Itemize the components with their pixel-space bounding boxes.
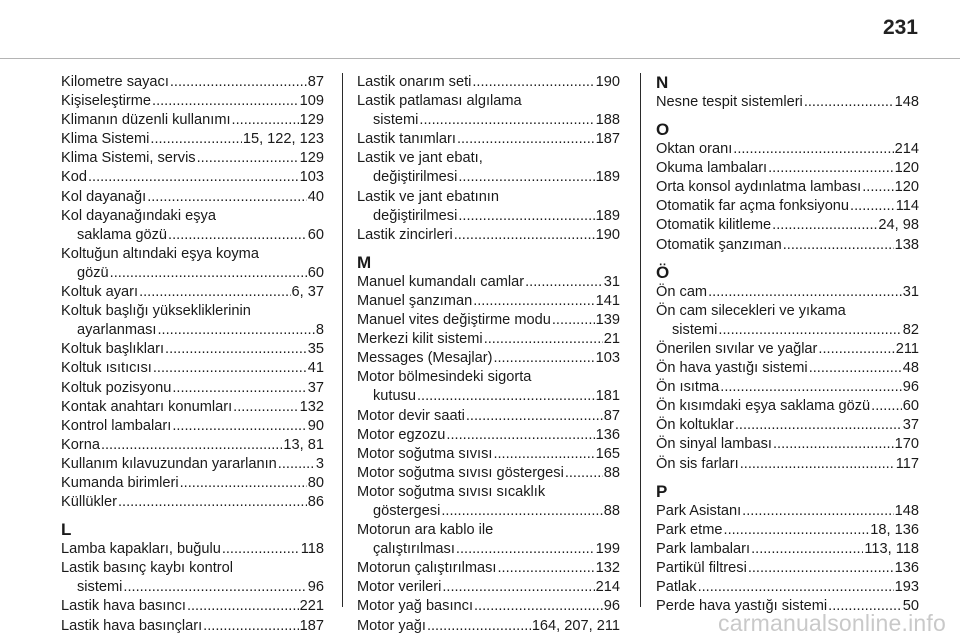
- dot-leader: [734, 416, 902, 435]
- dot-leader: [441, 578, 594, 597]
- index-entry-title: sistemi: [672, 321, 718, 338]
- index-heading-line: Motorun ara kablo ile: [357, 522, 494, 539]
- dot-leader: [808, 359, 902, 378]
- dot-leader: [465, 407, 603, 426]
- index-entry-pages: 129: [299, 150, 324, 167]
- index-entry-title: Önerilen sıvılar ve yağlar: [656, 340, 818, 357]
- dot-leader: [149, 130, 241, 149]
- index-entry-pages: 60: [902, 398, 919, 415]
- index-entry-pages: 120: [894, 179, 919, 196]
- index-heading-line: Lastik ve jant ebatının: [357, 188, 499, 205]
- dot-leader: [747, 559, 894, 578]
- dot-leader: [221, 540, 300, 559]
- index-entry-title: Motor soğutma sıvısı: [357, 445, 493, 462]
- index-entry-title: Park lambaları: [656, 540, 751, 557]
- dot-leader: [767, 159, 894, 178]
- index-entry-pages: 18, 136: [870, 521, 919, 538]
- section-letter: Ö: [656, 262, 670, 282]
- index-entry: [61, 73, 324, 92]
- index-entry-title: ayarlanması: [77, 322, 157, 339]
- index-entry-pages: 139: [595, 312, 620, 329]
- index-entry: [656, 283, 919, 302]
- index-entry: [357, 168, 620, 187]
- index-entry: [656, 435, 919, 454]
- dot-leader: [122, 578, 306, 597]
- index-entry-title: Lamba kapakları, buğulu: [61, 541, 221, 558]
- index-entry: [656, 455, 919, 474]
- index-entry-title: Koltuk ayarı: [61, 284, 139, 301]
- index-heading-line: Ön cam silecekleri ve yıkama: [656, 302, 846, 319]
- index-entry: [357, 540, 620, 559]
- index-entry-pages: 114: [895, 198, 919, 215]
- index-entry-title: göstergesi: [373, 502, 441, 519]
- index-entry: [61, 226, 324, 245]
- index-entry-title: Ön sis farları: [656, 455, 739, 472]
- index-entry: [357, 349, 620, 368]
- index-entry-pages: 193: [894, 578, 919, 595]
- index-entry-title: Motor verileri: [357, 579, 442, 596]
- index-entry: [656, 559, 919, 578]
- index-entry-pages: 37: [902, 417, 919, 434]
- index-entry-title: çalıştırılması: [373, 541, 455, 558]
- dot-leader: [472, 292, 594, 311]
- index-entry-pages: 96: [902, 379, 919, 396]
- index-entry-pages: 187: [299, 617, 324, 634]
- index-heading-line: Koltuk başlığı yüksekliklerinin: [61, 303, 251, 320]
- index-entry: [656, 397, 919, 416]
- dot-leader: [719, 378, 902, 397]
- index-entry-pages: 60: [307, 226, 324, 243]
- index-entry-title: Kontrol lambaları: [61, 417, 172, 434]
- index-entry-title: Klimanın düzenli kullanımı: [61, 112, 231, 129]
- index-entry: [61, 111, 324, 130]
- dot-leader: [782, 236, 894, 255]
- index-entry-title: Motorun çalıştırılması: [357, 560, 497, 577]
- index-entry-title: gözü: [77, 264, 109, 281]
- index-entry: [61, 188, 324, 207]
- index-entry-title: Korna: [61, 436, 100, 453]
- index-entry-title: Koltuk ısıtıcısı: [61, 360, 152, 377]
- index-entry-title: Ön cam: [656, 283, 708, 300]
- index-entry-title: Park Asistanı: [656, 502, 742, 519]
- index-entry-title: Ön ısıtma: [656, 379, 720, 396]
- index-heading-line: Motor bölmesindeki sigorta: [357, 369, 532, 386]
- dot-leader: [817, 340, 894, 359]
- index-entry-pages: 141: [595, 292, 620, 309]
- dot-leader: [231, 111, 299, 130]
- index-entry-pages: 90: [307, 417, 324, 434]
- dot-leader: [564, 464, 603, 483]
- index-entry: [357, 559, 620, 578]
- index-entry: [357, 207, 620, 226]
- dot-leader: [418, 111, 594, 130]
- dot-leader: [723, 521, 870, 540]
- index-entry-title: Partikül filtresi: [656, 559, 747, 576]
- dot-leader: [861, 178, 893, 197]
- index-entry-pages: 50: [902, 598, 919, 615]
- dot-leader: [492, 445, 594, 464]
- index-entry-title: Park etme: [656, 521, 723, 538]
- index-entry: [61, 149, 324, 168]
- dot-leader: [717, 321, 901, 340]
- index-entry: [656, 140, 919, 159]
- index-entry-pages: 132: [299, 398, 324, 415]
- dot-leader: [524, 273, 603, 292]
- dot-leader: [772, 435, 894, 454]
- index-entry-title: Otomatik kilitleme: [656, 217, 772, 234]
- index-entry-pages: 103: [595, 350, 620, 367]
- index-entry: [357, 111, 620, 130]
- index-heading-line: Koltuğun altındaki eşya koyma: [61, 245, 259, 262]
- index-entry-pages: 190: [595, 226, 620, 243]
- index-entry: [61, 436, 324, 455]
- index-entry: [61, 92, 324, 111]
- index-entry: [357, 407, 620, 426]
- index-entry-pages: 8: [315, 322, 324, 339]
- index-entry: [357, 311, 620, 330]
- index-entry-pages: 88: [603, 502, 620, 519]
- dot-leader: [151, 92, 299, 111]
- dot-leader: [455, 540, 595, 559]
- dot-leader: [870, 397, 902, 416]
- index-entry: [656, 93, 919, 112]
- index-entry: [656, 416, 919, 435]
- index-entry-title: saklama gözü: [77, 226, 168, 243]
- index-entry-pages: 41: [307, 360, 324, 377]
- index-entry-pages: 48: [902, 360, 919, 377]
- dot-leader: [171, 417, 306, 436]
- index-entry-title: Oktan oranı: [656, 141, 733, 158]
- index-entry-pages: 21: [603, 331, 620, 348]
- dot-leader: [445, 426, 594, 445]
- dot-leader: [202, 617, 298, 636]
- dot-leader: [100, 436, 282, 455]
- dot-leader: [164, 340, 307, 359]
- index-column-3: [656, 73, 919, 616]
- index-entry-pages: 103: [299, 169, 324, 186]
- index-entry: [656, 216, 919, 235]
- index-entry: [61, 474, 324, 493]
- dot-leader: [186, 597, 299, 616]
- dot-leader: [171, 379, 306, 398]
- section-letter: O: [656, 120, 670, 140]
- index-entry-title: Klima Sistemi: [61, 131, 150, 148]
- dot-leader: [196, 149, 299, 168]
- index-entry-title: Motor egzozu: [357, 426, 446, 443]
- dot-leader: [739, 455, 895, 474]
- index-entry-pages: 189: [595, 169, 620, 186]
- index-entry: [357, 273, 620, 292]
- dot-leader: [87, 168, 299, 187]
- index-entry-title: Perde hava yastığı sistemi: [656, 598, 828, 615]
- dot-leader: [232, 398, 298, 417]
- index-entry: [656, 236, 919, 255]
- index-entry-pages: 31: [603, 273, 620, 290]
- index-entry: [61, 130, 324, 149]
- dot-leader: [732, 140, 893, 159]
- index-entry-title: Motor devir saati: [357, 407, 465, 424]
- index-entry-title: Manuel kumandalı camlar: [357, 273, 525, 290]
- index-entry: [61, 379, 324, 398]
- index-entry-pages: 214: [894, 141, 919, 158]
- index-entry-title: Orta konsol aydınlatma lambası: [656, 179, 862, 196]
- index-entry: [61, 398, 324, 417]
- index-entry-pages: 120: [894, 160, 919, 177]
- index-entry: [357, 597, 620, 616]
- index-entry-pages: 15, 122, 123: [242, 131, 324, 148]
- dot-leader: [771, 216, 877, 235]
- index-entry-pages: 148: [894, 502, 919, 519]
- index-entry: [61, 540, 324, 559]
- index-entry-pages: 188: [595, 112, 620, 129]
- index-entry-pages: 136: [894, 559, 919, 576]
- index-entry-pages: 165: [595, 445, 620, 462]
- index-entry: [357, 130, 620, 149]
- index-entry-title: Nesne tespit sistemleri: [656, 94, 803, 110]
- index-entry-pages: 13, 81: [283, 436, 324, 453]
- index-heading-line: Lastik basınç kaybı kontrol: [61, 560, 233, 577]
- index-entry-title: Merkezi kilit sistemi: [357, 331, 483, 348]
- index-heading-line: Lastik patlaması algılama: [357, 93, 522, 110]
- watermark: carmanualsonline.info: [718, 610, 946, 636]
- index-entry-title: Lastik zincirleri: [357, 226, 453, 243]
- index-entry: [357, 445, 620, 464]
- index-entry-pages: 6, 37: [291, 284, 324, 301]
- index-entry-pages: 189: [595, 207, 620, 224]
- index-entry: [357, 292, 620, 311]
- index-entry-title: Kumanda birimleri: [61, 474, 179, 491]
- dot-leader: [416, 387, 595, 406]
- dot-leader: [741, 502, 893, 521]
- index-entry-title: Kol dayanağı: [61, 188, 147, 205]
- index-entry: [357, 387, 620, 406]
- index-entry-title: Kişiseleştirme: [61, 93, 152, 110]
- index-entry-title: kutusu: [373, 388, 416, 405]
- index-entry-pages: 82: [902, 321, 919, 338]
- index-entry-pages: 87: [307, 74, 324, 90]
- dot-leader: [440, 502, 602, 521]
- index-entry: [61, 493, 324, 512]
- index-entry-title: Otomatik şanzıman: [656, 236, 782, 253]
- index-entry: [61, 455, 324, 474]
- index-entry-pages: 148: [894, 94, 919, 110]
- index-entry-title: sistemi: [77, 579, 123, 596]
- index-entry: [656, 159, 919, 178]
- index-entry: [61, 417, 324, 436]
- index-column-1: [61, 73, 324, 636]
- index-entry-pages: 129: [299, 112, 324, 129]
- index-entry: [61, 340, 324, 359]
- index-entry: [61, 264, 324, 283]
- index-entry-title: Messages (Mesajlar): [357, 350, 493, 367]
- index-entry-title: Manuel şanzıman: [357, 292, 473, 309]
- index-entry-title: Klima Sistemi, servis: [61, 150, 196, 167]
- index-entry-pages: 118: [300, 541, 324, 558]
- index-entry-pages: 181: [595, 388, 620, 405]
- index-entry-pages: 221: [299, 598, 324, 615]
- header-rule: [0, 58, 960, 59]
- index-entry-pages: 211: [895, 340, 919, 357]
- dot-leader: [169, 73, 307, 92]
- dot-leader: [457, 168, 594, 187]
- index-entry-pages: 31: [902, 283, 919, 300]
- index-entry-title: Koltuk başlıkları: [61, 341, 165, 358]
- index-entry-title: Motor yağ basıncı: [357, 598, 473, 615]
- index-entry-pages: 190: [595, 74, 620, 90]
- dot-leader: [453, 226, 595, 245]
- index-entry-pages: 199: [595, 541, 620, 558]
- index-entry-pages: 3: [315, 455, 324, 472]
- index-entry: [61, 283, 324, 302]
- section-letter: L: [61, 520, 72, 540]
- index-entry: [656, 540, 919, 559]
- index-entry-title: Lastik onarım seti: [357, 74, 472, 90]
- index-entry-pages: 214: [595, 579, 620, 596]
- dot-leader: [551, 311, 595, 330]
- dot-leader: [457, 207, 594, 226]
- dot-leader: [750, 540, 863, 559]
- index-entry-pages: 170: [894, 436, 919, 453]
- index-entry-pages: 87: [603, 407, 620, 424]
- index-entry-pages: 35: [307, 341, 324, 358]
- index-entry-pages: 96: [307, 579, 324, 596]
- index-entry-title: Lastik hava basıncı: [61, 598, 186, 615]
- dot-leader: [697, 578, 894, 597]
- index-entry-pages: 113, 118: [864, 540, 919, 557]
- index-entry-pages: 24, 98: [878, 217, 919, 234]
- index-entry: [357, 578, 620, 597]
- index-entry-title: Kilometre sayacı: [61, 74, 169, 90]
- index-entry: [656, 340, 919, 359]
- index-entry-title: Ön sinyal lambası: [656, 436, 772, 453]
- index-entry-title: Manuel vites değiştirme modu: [357, 312, 551, 329]
- index-entry-title: değiştirilmesi: [373, 169, 458, 186]
- dot-leader: [471, 73, 594, 92]
- index-entry-title: Ön kısımdaki eşya saklama gözü: [656, 398, 871, 415]
- index-entry: [61, 617, 324, 636]
- index-heading-line: Motor soğutma sıvısı sıcaklık: [357, 483, 546, 500]
- index-column-2: [357, 73, 620, 636]
- dot-leader: [179, 474, 307, 493]
- dot-leader: [803, 93, 894, 112]
- dot-leader: [426, 617, 531, 636]
- index-entry-pages: 187: [595, 131, 620, 148]
- index-entry-title: Küllükler: [61, 494, 117, 511]
- index-entry: [61, 168, 324, 187]
- index-entry: [61, 321, 324, 340]
- index-entry-pages: 40: [307, 188, 324, 205]
- dot-leader: [456, 130, 595, 149]
- index-entry: [656, 197, 919, 216]
- column-divider-2: [640, 73, 641, 607]
- dot-leader: [497, 559, 595, 578]
- index-entry-title: Motor soğutma sıvısı göstergesi: [357, 464, 564, 481]
- index-entry-pages: 132: [595, 560, 620, 577]
- dot-leader: [492, 349, 594, 368]
- index-entry: [656, 359, 919, 378]
- index-entry: [656, 521, 919, 540]
- index-entry: [656, 502, 919, 521]
- index-entry-pages: 109: [299, 93, 324, 110]
- dot-leader: [483, 330, 603, 349]
- index-entry-pages: 138: [894, 236, 919, 253]
- index-entry: [357, 330, 620, 349]
- index-heading-line: Lastik ve jant ebatı,: [357, 150, 483, 167]
- dot-leader: [152, 359, 307, 378]
- dot-leader: [849, 197, 895, 216]
- index-entry: [357, 426, 620, 445]
- column-divider-1: [342, 73, 343, 607]
- index-entry-pages: 60: [307, 264, 324, 281]
- dot-leader: [109, 264, 307, 283]
- index-entry: [357, 73, 620, 92]
- index-entry-title: değiştirilmesi: [373, 207, 458, 224]
- dot-leader: [473, 597, 603, 616]
- index-entry-title: Lastik tanımları: [357, 131, 456, 148]
- index-entry: [656, 578, 919, 597]
- dot-leader: [277, 455, 315, 474]
- index-entry-title: Kullanım kılavuzundan yararlanın: [61, 455, 277, 472]
- page-number: 231: [882, 16, 918, 39]
- index-entry-pages: 37: [307, 379, 324, 396]
- section-letter: N: [656, 73, 669, 92]
- index-entry: [61, 597, 324, 616]
- index-entry-title: Koltuk pozisyonu: [61, 379, 172, 396]
- index-entry-title: Motor yağı: [357, 617, 426, 634]
- index-entry-pages: 88: [603, 464, 620, 481]
- dot-leader: [146, 188, 307, 207]
- index-entry-title: Ön hava yastığı sistemi: [656, 360, 808, 377]
- index-entry: [61, 578, 324, 597]
- index-entry-pages: 80: [307, 474, 324, 491]
- index-heading-line: Kol dayanağındaki eşya: [61, 207, 216, 224]
- index-entry: [656, 178, 919, 197]
- index-entry: [656, 378, 919, 397]
- index-entry-pages: 86: [307, 494, 324, 511]
- index-entry-title: Otomatik far açma fonksiyonu: [656, 198, 850, 215]
- index-entry: [656, 321, 919, 340]
- index-entry-title: Kod: [61, 169, 87, 186]
- index-entry-title: Okuma lambaları: [656, 160, 768, 177]
- dot-leader: [138, 283, 290, 302]
- index-entry-pages: 117: [895, 455, 919, 472]
- index-entry-title: Lastik hava basınçları: [61, 617, 203, 634]
- index-entry: [357, 502, 620, 521]
- index-entry-title: sistemi: [373, 112, 419, 129]
- index-entry: [357, 617, 620, 636]
- index-entry: [357, 226, 620, 245]
- section-letter: M: [357, 252, 372, 272]
- index-entry-title: Kontak anahtarı konumları: [61, 398, 233, 415]
- index-entry-title: Patlak: [656, 578, 697, 595]
- index-entry-title: Ön koltuklar: [656, 417, 734, 434]
- dot-leader: [167, 226, 307, 245]
- dot-leader: [117, 493, 307, 512]
- index-entry-pages: 136: [595, 426, 620, 443]
- index-entry: [61, 359, 324, 378]
- index-entry-pages: 164, 207, 211: [531, 617, 620, 634]
- index-entry: [357, 464, 620, 483]
- dot-leader: [157, 321, 315, 340]
- section-letter: P: [656, 481, 668, 501]
- index-entry-pages: 96: [603, 598, 620, 615]
- dot-leader: [707, 283, 902, 302]
